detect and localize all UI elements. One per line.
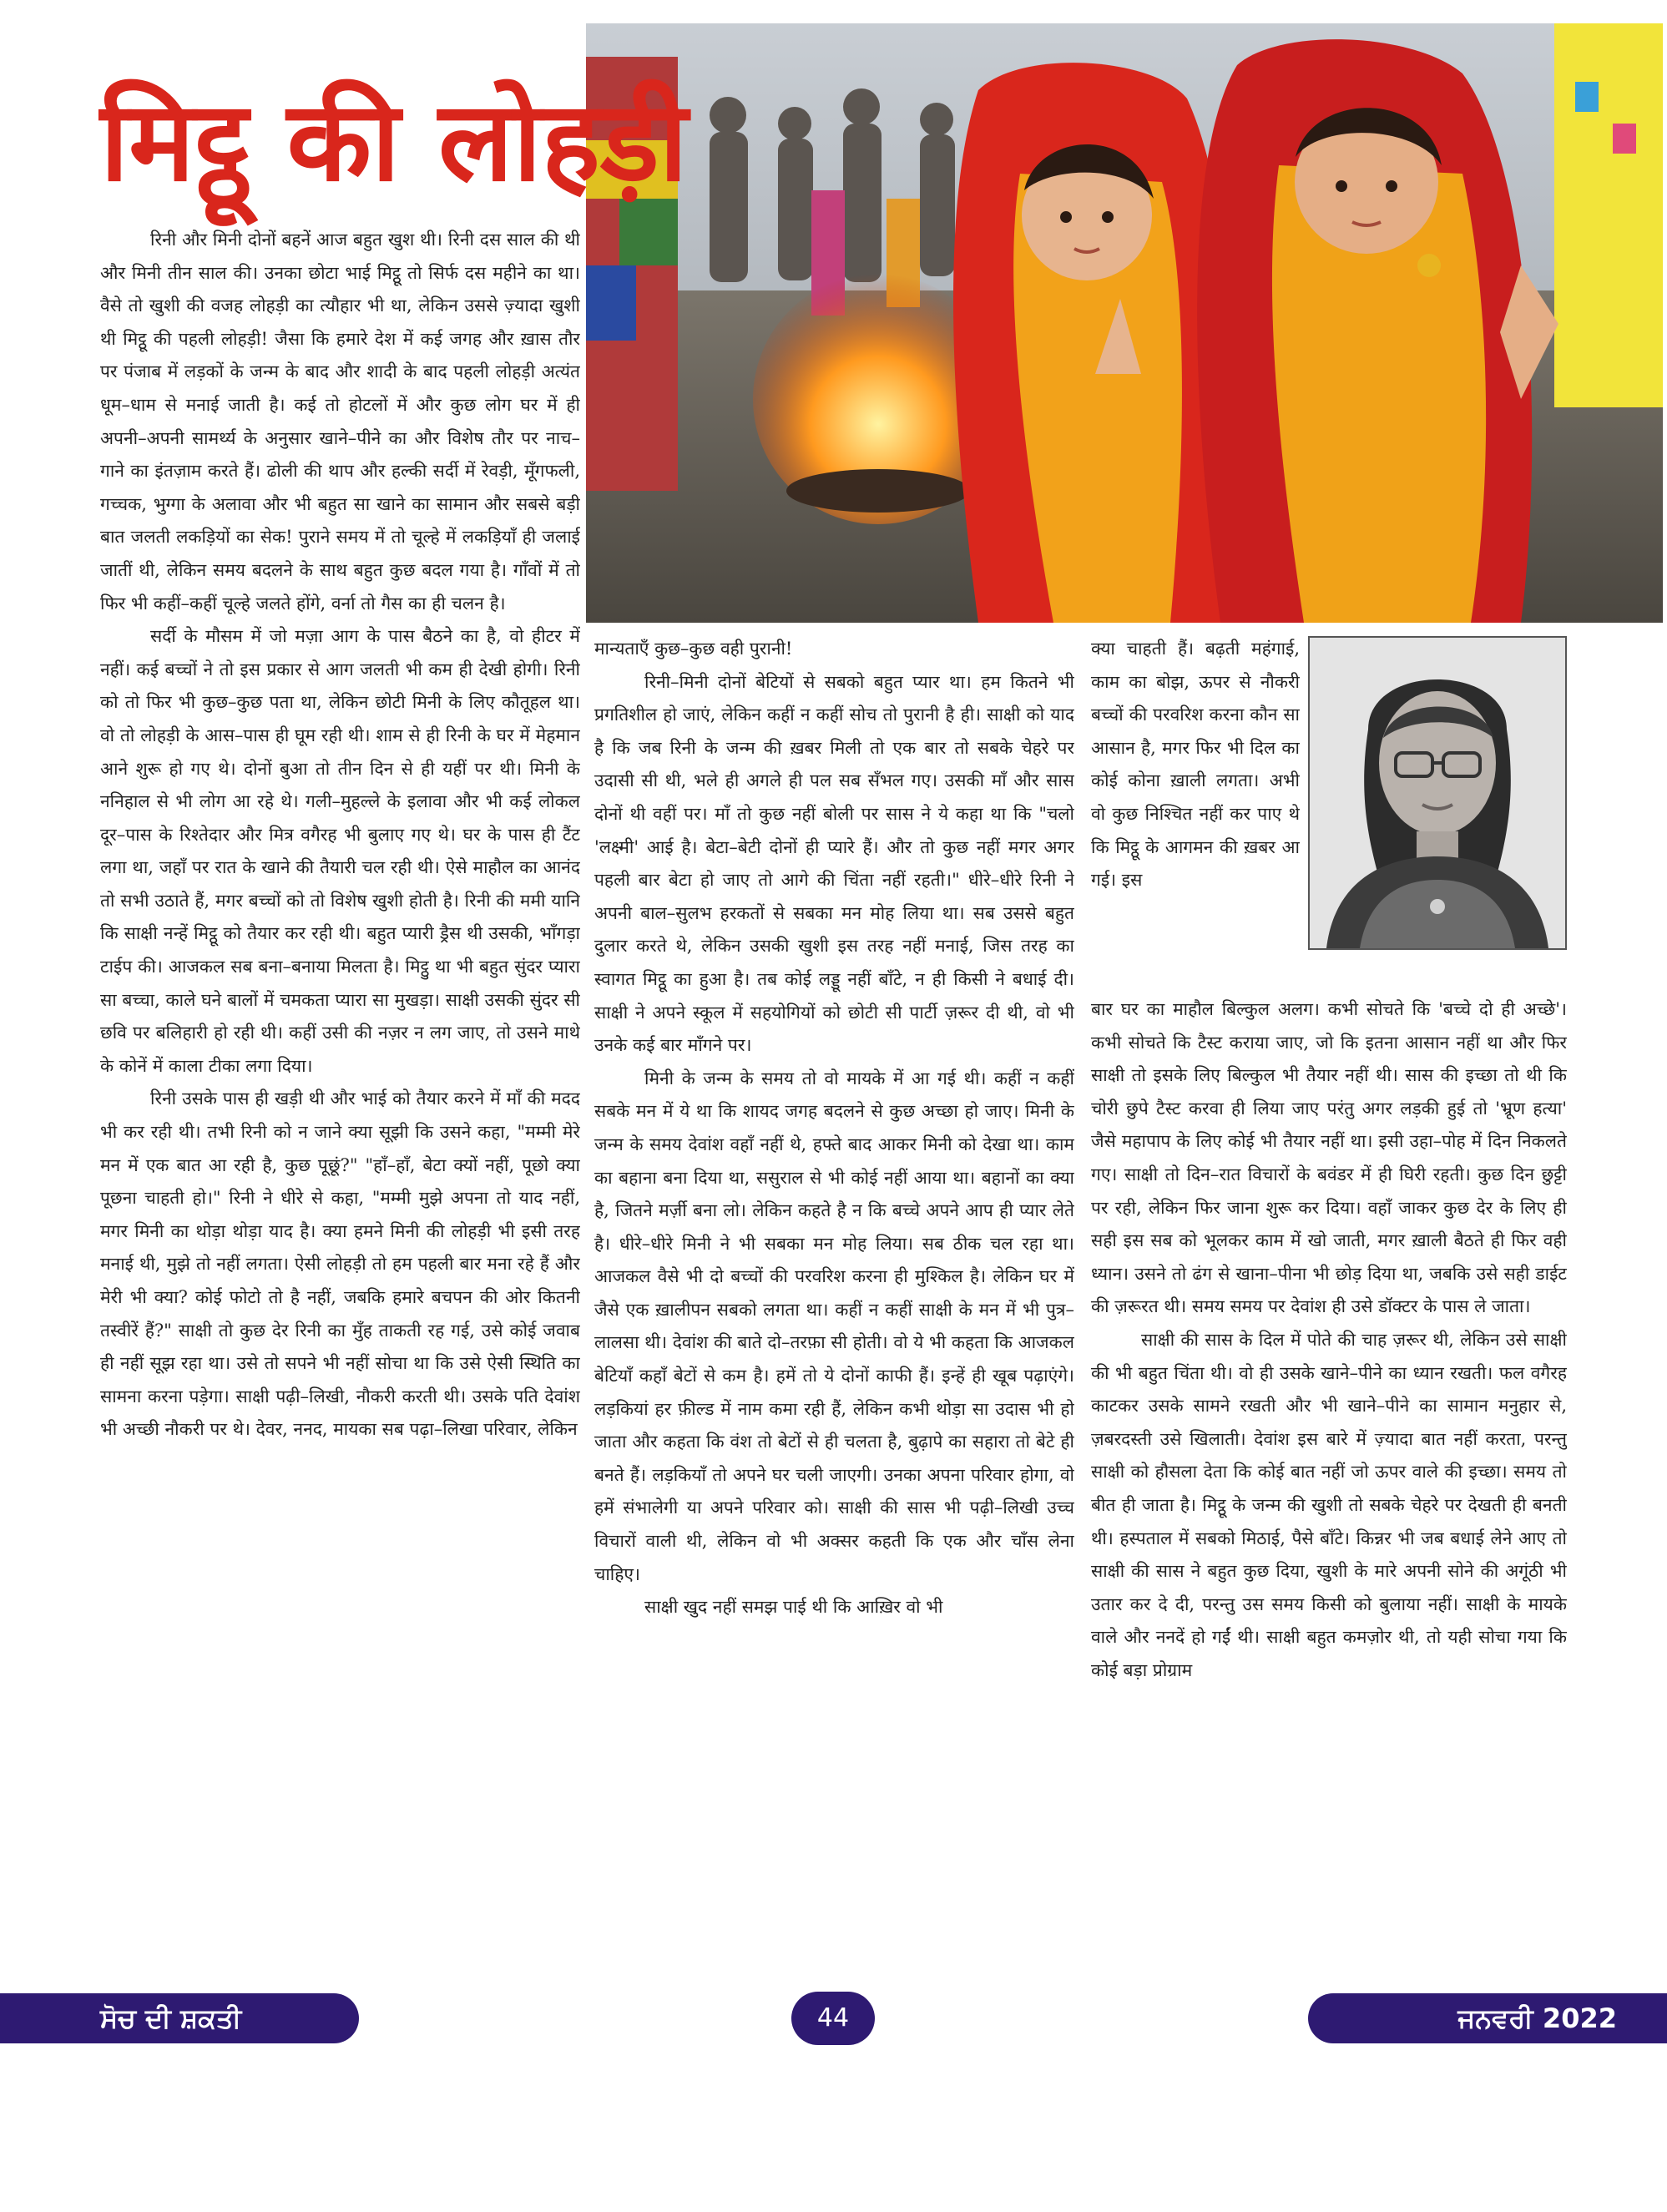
author-portrait [1308, 636, 1567, 950]
article-column-3-top [1091, 633, 1300, 992]
paragraph: मिनी के जन्म के समय तो वो मायके में आ गई थी। कहीं न कहीं सबके मन में ये था कि शायद जगह बदलने से कुछ अच्छा हो जाए। मिनी के जन्म के समय देवांश वहाँ नहीं थे, हफ्ते बाद आकर मिनी को देखा था। काम का बहाना बना दिया था, ससुराल से भी कोई नहीं आया था। बहानों का क्या है, जितने मर्ज़ी बना लो। लेकिन कहते है न कि बच्चे अपने आप ही प्यार लेते है। धीरे–धीरे मिनी ने भी सबका मन मोह लिया। सब ठीक चल रहा था। आजकल वैसे भी दो बच्चों की परवरिश करना ही मुश्किल है। लेकिन घर में जैसे एक ख़ालीपन सबको लगता था। कहीं न कहीं साक्षी के मन में भी पुत्र–लालसा थी। देवांश की बाते दो–तरफ़ा सी होती। वो ये भी कहता कि आजकल बेटियाँ कहाँ बेटों से कम है। हमें तो ये दोनों काफी हैं। इन्हें ही खूब पढ़ाएंगे। लड़कियां हर फ़ील्ड में नाम कमा रही हैं, लेकिन कभी थोड़ा सा उदास भी हो जाता और कहता कि वंश तो बेटों से ही चलता है, बुढ़ापे का सहारा तो बेटे ही बनते हैं। लड़कियाँ तो अपने घर चली जाएगी। उनका अपना परिवार होगा, वो हमें संभालेगी या अपने परिवार को। साक्षी की सास भी पढ़ी–लिखी उच्च विचारों वाली थी, लेकिन वो भी अक्सर कहती कि एक और चाँस लेना चाहिए। [594, 1068, 1074, 1584]
article-column-1 [100, 224, 580, 1853]
footer-magazine-name-bar [0, 1993, 359, 2043]
paragraph: साक्षी की सास के दिल में पोते की चाह ज़रूर थी, लेकिन उसे साक्षी की भी बहुत चिंता थी। वो ही उसके खाने–पीने का ध्यान रखती। फल वगैरह काटकर उसके सामने रखती और भी खाने–पीने का सामान मनुहार से, ज़बरदस्ती उसे खिलाती। देवांश इस बारे में ज़्यादा बात नहीं करता, परन्तु साक्षी को हौसला देता कि कोई बात नहीं जो ऊपर वाले की इच्छा। समय तो बीत ही जाता है। मिट्ठू के जन्म की खुशी तो सबके चेहरे पर देखती ही बनती थी। हस्पताल में सबको मिठाई, पैसे बाँटे। किन्नर भी जब बधाई लेने आए तो साक्षी की सास ने बहुत कुछ दिया, खुशी के मारे अपनी सोने की अगूंठी भी उतार कर दे दी, परन्तु उस समय किसी को बुलाया नहीं। साक्षी के मायके वाले और ननदें हो गईं थी। साक्षी बहुत कमज़ोर थी, तो यही सोचा गया कि कोई बड़ा प्रोग्राम [1091, 1329, 1567, 1680]
author-portrait-illustration [1310, 638, 1565, 948]
paragraph: रिनी–मिनी दोनों बेटियों से सबको बहुत प्यार था। हम कितने भी प्रगतिशील हो जाएं, लेकिन कहीं न कहीं सोच तो पुरानी है ही। साक्षी को याद है कि जब रिनी के जन्म की ख़बर मिली तो एक बार तो सबके चेहरे पर उदासी सी थी, भले ही अगले ही पल सब सँभल गए। उसकी माँ और सास दोनों थी वहीं पर। माँ तो कुछ नहीं बोली पर सास ने ये कहा था कि "चलो 'लक्ष्मी' आई है। बेटा–बेटी दोनों ही प्यारे हैं। और तो कुछ नहीं मगर अगर पहली बार बेटा हो जाए तो आगे की चिंता नहीं रहती।" धीरे–धीरे रिनी ने अपनी बाल–सुलभ हरकतों से सबका मन मोह लिया था। सब उससे बहुत दुलार करते थे, लेकिन उसकी खुशी इस तरह नहीं मनाई, जिस तरह का स्वागत मिट्ठू का हुआ है। तब कोई लड्डू नहीं बाँटे, न ही किसी ने बधाई दी। साक्षी ने अपने स्कूल में सहयोगियों को छोटी सी पार्टी ज़रूर दी थी, वो भी उनके कई बार माँगने पर। [594, 671, 1074, 1056]
paragraph: रिनी उसके पास ही खड़ी थी और भाई को तैयार करने में माँ की मदद भी कर रही थी। तभी रिनी को न जाने क्या सूझी कि उसने कहा, "मम्मी मेरे मन में एक बात आ रही है, कुछ पूछूं?" "हाँ–हाँ, बेटा क्यों नहीं, पूछो क्या पूछना चाहती हो।" रिनी ने धीरे से कहा, "मम्मी मुझे अपना तो याद नहीं, मगर मिनी का थोड़ा थोड़ा याद है। क्या हमने मिनी की लोहड़ी भी इसी तरह मनाई थी, मुझे तो नहीं लगता। ऐसी लोहड़ी तो हम पहली बार मना रहे हैं और मेरी भी क्या? कोई फोटो तो है नहीं, जबकि हमारे बचपन की ओर कितनी तस्वीरें हैं?" साक्षी तो कुछ देर रिनी का मुँह ताकती रह गई, उसे कोई जवाब ही नहीं सूझ रहा था। उसे तो सपने भी नहीं सोचा था कि उसे ऐसी स्थिति का सामना करना पड़ेगा। साक्षी पढ़ी–लिखी, नौकरी करती थी। उसके पति देवांश भी अच्छी नौकरी पर थे। देवर, ननद, मायका सब पढ़ा–लिखा परिवार, लेकिन [100, 1088, 580, 1440]
paragraph: रिनी और मिनी दोनों बहनें आज बहुत खुश थी। रिनी दस साल की थी और मिनी तीन साल की। उनका छोटा भाई मिट्ठू तो सिर्फ दस महीने का था। वैसे तो खुशी की वजह लोहड़ी का त्यौहार भी था, लेकिन उससे ज़्यादा खुशी थी मिट्ठू की पहली लोहड़ी! जैसा कि हमारे देश में कई जगह और ख़ास तौर पर पंजाब में लड़कों के जन्म के बाद और शादी के बाद पहली लोहड़ी अत्यंत धूम–धाम से मनाई जाती है। कई तो होटलों में और कुछ लोग घर में ही अपनी–अपनी सामर्थ्य के अनुसार खाने–पीने का और विशेष तौर पर नाच–गाने का इंतज़ाम करते हैं। ढोली की थाप और हल्की सर्दी में रेवड़ी, मूँगफली, गच्चक, भुग्गा के अलावा और भी बहुत सा खाने का सामान और सबसे बड़ी बात जलती लकड़ियों का सेक! पुराने समय में तो चूल्हे में लकड़ियाँ ही जलाई जातीं थी, लेकिन समय बदलने के साथ बहुत कुछ बदल गया है। गाँवों में तो फिर भी कहीं–कहीं चूल्हे जलते होंगे, वर्ना तो गैस का ही चलन है। [100, 230, 580, 614]
paragraph: बार घर का माहौल बिल्कुल अलग। कभी सोचते कि 'बच्चे दो ही अच्छे'। कभी सोचते कि टैस्ट कराया जाए, जो कि इतना आसान नहीं था और फिर साक्षी तो इसके लिए बिल्कुल भी तैयार नहीं थी। सास की इच्छा तो थी कि चोरी छुपे टैस्ट करवा ही लिया जाए परंतु अगर लड़की हुई तो 'भ्रूण हत्या' जैसे महापाप के लिए कोई भी तैयार नहीं था। इसी उहा–पोह में दिन निकलते गए। साक्षी तो दिन–रात विचारों के बवंडर में ही घिरी रहती। कुछ दिन छुट्टी पर रही, लेकिन फिर जाना शुरू कर दिया। वहाँ जाकर कुछ देर के लिए ही सही इस सब को भूलकर काम में खो जाती, मगर ख़ाली बैठते ही फिर वही ध्यान। उसने तो ढंग से खाना–पीना भी छोड़ दिया था, जबकि उसे सही डाईट की ज़रूरत थी। समय समय पर देवांश ही उसे डॉक्टर के पास ले जाता। [1091, 999, 1567, 1317]
footer-magazine-name: ਸੋਚ ਦੀ ਸ਼ਕਤੀ [100, 2002, 242, 2034]
footer-issue-date-bar [1308, 1993, 1667, 2043]
page-number: 44 [791, 1992, 875, 2045]
article-column-2 [594, 633, 1074, 2210]
paragraph: मान्यताएँ कुछ–कुछ वही पुरानी! [594, 639, 793, 659]
paragraph: क्या चाहती हैं। बढ़ती महंगाई, काम का बोझ, ऊपर से नौकरी बच्चों की परवरिश करना कौन सा आसान है, मगर फिर भी दिल का कोई कोना ख़ाली लगता। अभी वो कुछ निश्चित नहीं कर पाए थे कि मिट्ठू के आगमन की ख़बर आ गई। इस [1091, 639, 1300, 891]
paragraph: साक्षी खुद नहीं समझ पाई थी कि आख़िर वो भी [644, 1597, 943, 1618]
article-title: मिट्ठू की लोहड़ी [100, 77, 688, 206]
paragraph: सर्दी के मौसम में जो मज़ा आग के पास बैठने का है, वो हीटर में नहीं। कई बच्चों ने तो इस प्रकार से आग जलती भी कम ही देखी होगी। रिनी को तो फिर भी कुछ–कुछ पता था, लेकिन छोटी मिनी के लिए कौतूहल था। वो तो लोहड़ी के आस–पास ही घूम रही थी। शाम से ही रिनी के घर में मेहमान आने शुरू हो गए थे। दोनों बुआ तो तीन दिन से ही यहीं पर थी। मिनी के ननिहाल से भी लोग आ रहे थे। गली–मुहल्ले के इलावा और भी कई लोकल दूर–पास के रिश्तेदार और मित्र वगैरह भी बुलाए गए थे। घर के पास ही टैंट लगा था, जहाँ पर रात के खाने की तैयारी चल रही थी। ऐसे माहौल का आनंद तो सभी उठाते हैं, मगर बच्चों को तो विशेष खुशी होती है। रिनी की ममी यानि कि साक्षी नन्हें मिट्ठू को तैयार कर रही थी। बहुत प्यारी ड्रैस थी उसकी, भाँगड़ा टाईप की। आजकल सब बना–बनाया मिलता है। मिट्ठु था भी बहुत सुंदर प्यारा सा बच्चा, काले घने बालों में चमकता प्यारा सा मुखड़ा। साक्षी उसकी सुंदर सी छवि पर बलिहारी हो रही थी। कहीं उसी की नज़र न लग जाए, तो उसने माथे के कोनें में काला टीका लगा दिया। [100, 626, 580, 1076]
footer-issue-date: ਜਨਵਰੀ 2022 [1457, 2002, 1617, 2034]
